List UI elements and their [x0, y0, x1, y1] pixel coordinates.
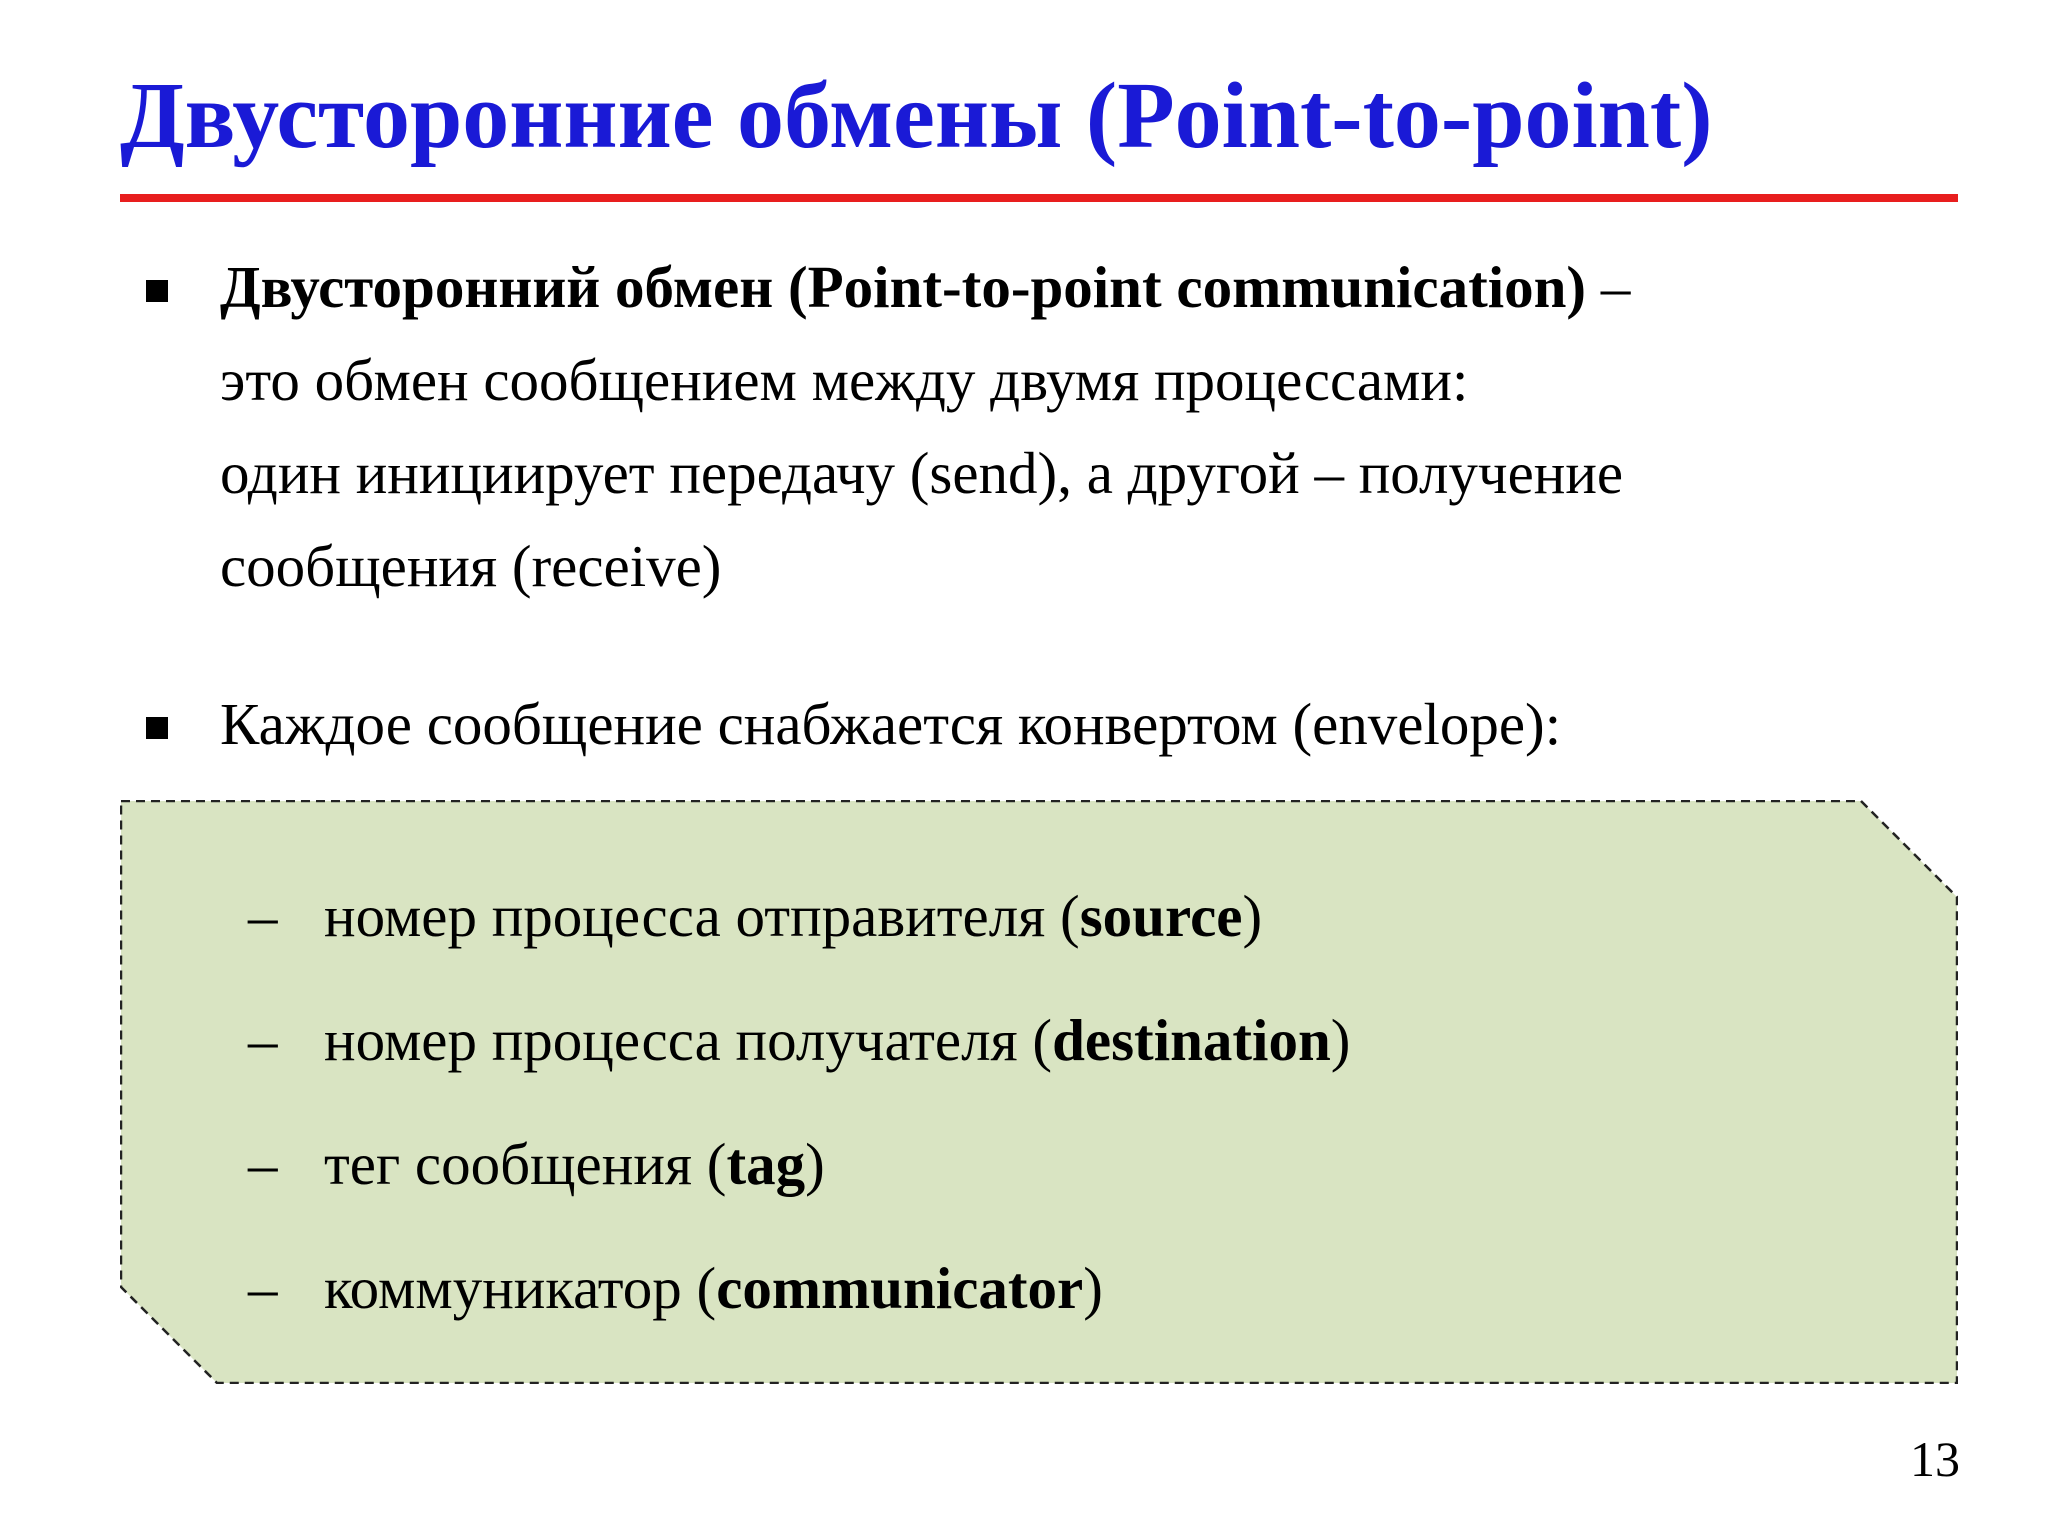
- envelope-item-prefix: коммуникатор (: [324, 1255, 717, 1321]
- bullet-paragraph-envelope: [220, 678, 1561, 771]
- definition-term-suffix: –: [1586, 254, 1631, 320]
- definition-term: Двусторонний обмен (Point-to-point communication): [220, 254, 1587, 320]
- envelope-item-suffix: ): [1330, 1007, 1351, 1073]
- envelope-item-source: [324, 882, 1262, 951]
- envelope-item-keyword: communicator: [716, 1255, 1084, 1321]
- envelope-item-prefix: номер процесса получателя (: [324, 1007, 1053, 1073]
- envelope-item-prefix: тег сообщения (: [324, 1131, 727, 1197]
- envelope-item-keyword: tag: [726, 1131, 806, 1197]
- envelope-item-suffix: ): [1083, 1255, 1103, 1321]
- envelope-item-dash: –: [248, 1255, 278, 1321]
- envelope-item-prefix: номер процесса отправителя (: [324, 883, 1080, 949]
- envelope-item-dash: –: [248, 883, 278, 949]
- envelope-item-dash: –: [248, 1131, 278, 1197]
- envelope-intro-line: Каждое сообщение снабжается конвертом (envelope):: [220, 691, 1562, 757]
- envelope-item-keyword: source: [1079, 883, 1243, 949]
- envelope-item-tag: [324, 1130, 825, 1199]
- envelope-item-suffix: ): [1242, 883, 1263, 949]
- bullet-square-icon: [146, 280, 168, 302]
- bullet-square-icon: [146, 717, 168, 739]
- definition-line-1: [220, 241, 1630, 334]
- envelope-item-communicator: [324, 1254, 1103, 1323]
- envelope-item-keyword: destination: [1052, 1007, 1331, 1073]
- definition-line-2: это обмен сообщением между двумя процессами:: [220, 347, 1469, 413]
- envelope-item-destination: [324, 1006, 1350, 1075]
- title-underline: [120, 194, 1958, 202]
- bullet-paragraph-definition: [220, 241, 1630, 613]
- slide-page-number: 13: [1910, 1431, 1960, 1487]
- envelope-item-dash: –: [248, 1007, 278, 1073]
- envelope-box: [120, 800, 1958, 1384]
- envelope-item-suffix: ): [805, 1131, 825, 1197]
- slide-title: Двусторонние обмены (Point-to-point): [120, 64, 1713, 168]
- definition-line-3: один инициирует передачу (send), а другой – получение: [220, 440, 1624, 506]
- definition-line-4: сообщения (receive): [220, 533, 722, 599]
